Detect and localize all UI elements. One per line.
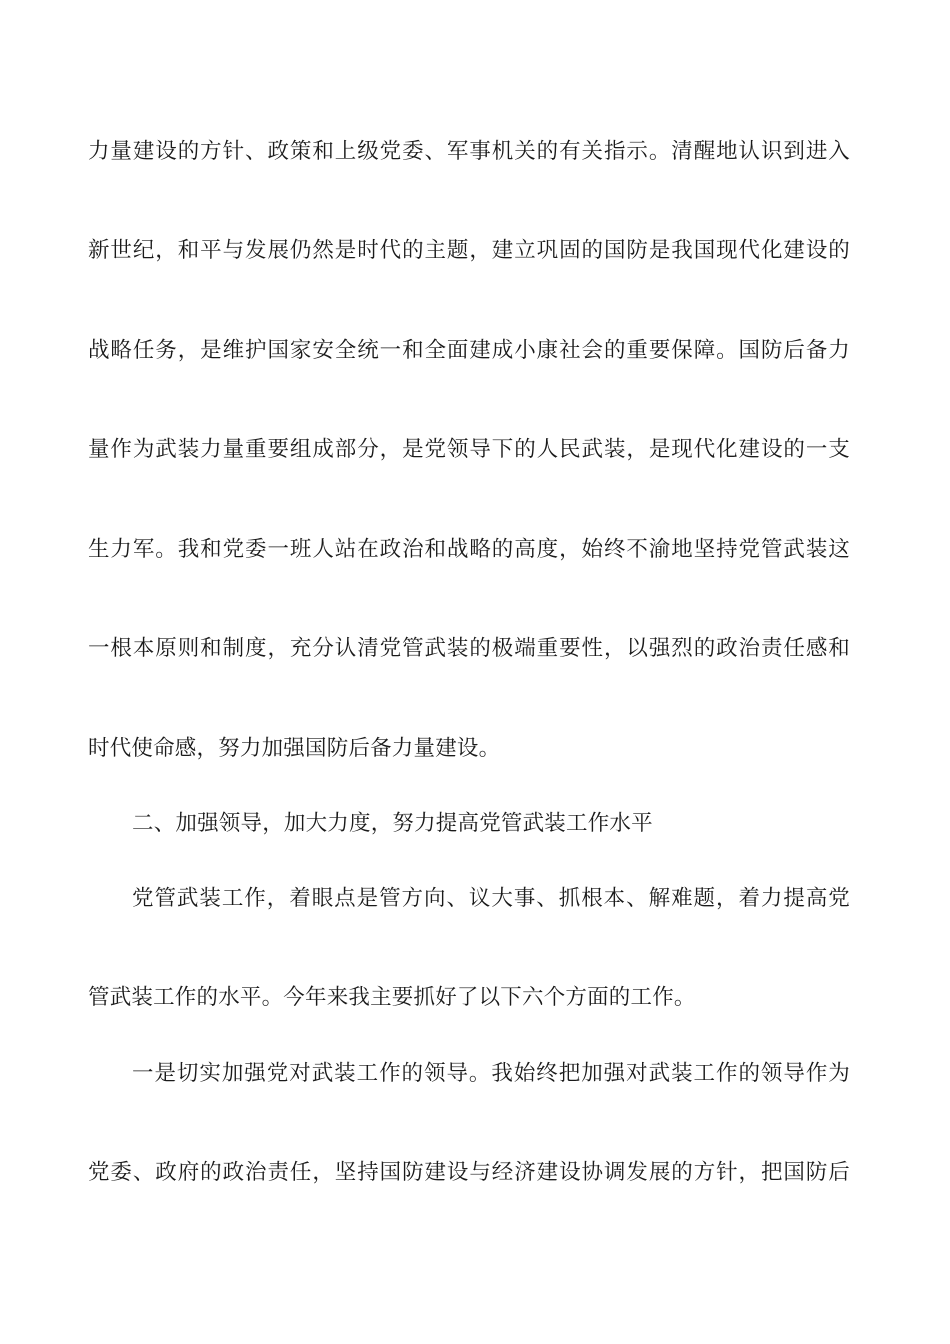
body-text-line: 一是切实加强党对武装工作的领导。我始终把加强对武装工作的领导作为 (132, 1061, 850, 1086)
body-text-line: 力量建设的方针、政策和上级党委、军事机关的有关指示。清醒地认识到进入 (88, 139, 850, 164)
body-text-line: 一根本原则和制度，充分认清党管武装的极端重要性，以强烈的政治责任感和 (88, 636, 850, 661)
section-heading: 二、加强领导，加大力度，努力提高党管武装工作水平 (132, 811, 653, 836)
body-text-line: 战略任务，是维护国家安全统一和全面建成小康社会的重要保障。国防后备力 (88, 338, 850, 363)
body-text-line: 党委、政府的政治责任，坚持国防建设与经济建设协调发展的方针，把国防后 (88, 1160, 850, 1185)
body-text-line: 新世纪，和平与发展仍然是时代的主题，建立巩固的国防是我国现代化建设的 (88, 238, 850, 263)
body-text-line: 生力军。我和党委一班人站在政治和战略的高度，始终不渝地坚持党管武装这 (88, 537, 850, 562)
body-text-line: 量作为武装力量重要组成部分，是党领导下的人民武装，是现代化建设的一支 (88, 437, 850, 462)
body-text-line: 党管武装工作，着眼点是管方向、议大事、抓根本、解难题，着力提高党 (132, 886, 850, 911)
body-text-line: 时代使命感，努力加强国防后备力量建设。 (88, 736, 501, 761)
body-text-line: 管武装工作的水平。今年来我主要抓好了以下六个方面的工作。 (88, 985, 696, 1010)
